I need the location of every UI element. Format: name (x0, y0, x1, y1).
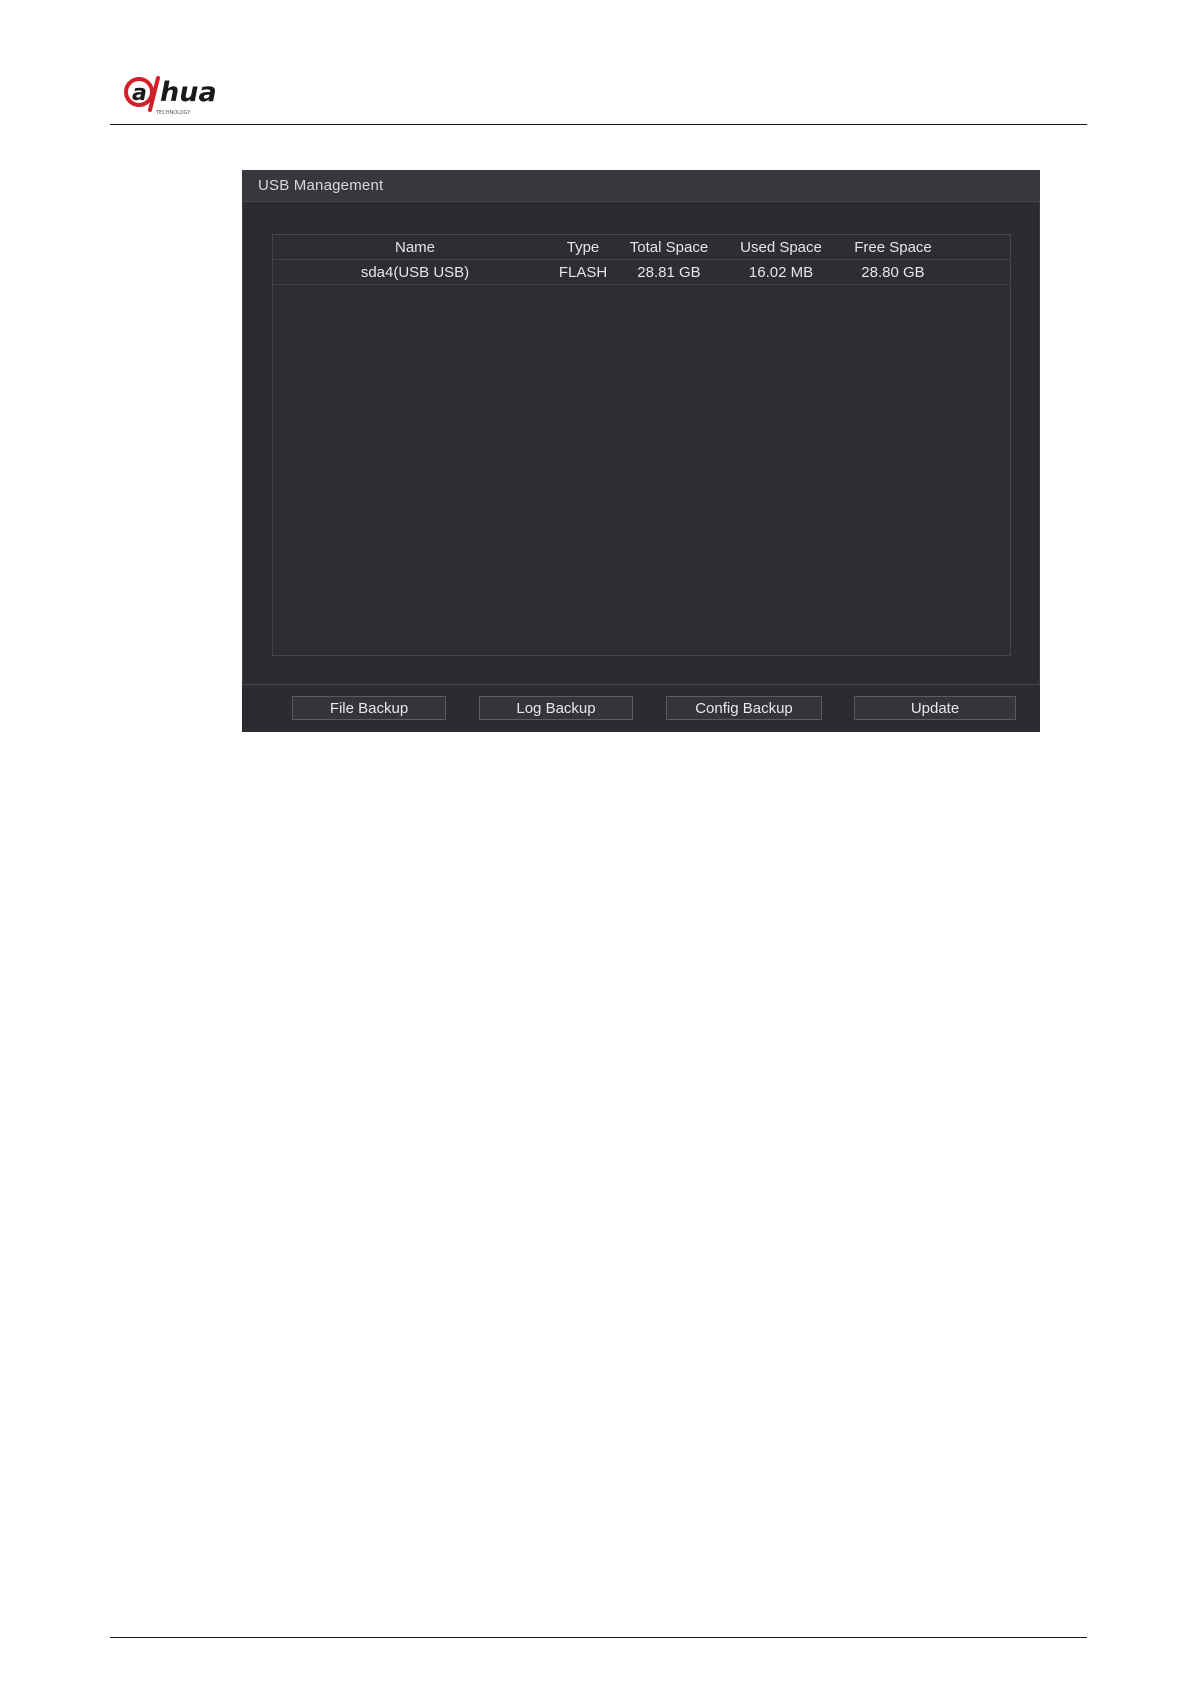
column-header-total-space[interactable]: Total Space (629, 238, 709, 256)
cell-device-type: FLASH (558, 263, 608, 281)
column-header-free-space[interactable]: Free Space (854, 238, 932, 256)
cell-used-space: 16.02 MB (748, 263, 814, 281)
cell-total-space: 28.81 GB (637, 263, 701, 281)
file-backup-button[interactable]: File Backup (292, 696, 446, 720)
column-header-used-space[interactable]: Used Space (740, 238, 822, 256)
update-button[interactable]: Update (854, 696, 1016, 720)
header-rule (110, 124, 1087, 125)
column-header-name[interactable]: Name (394, 238, 435, 256)
table-row[interactable] (273, 260, 1010, 285)
usb-device-table (272, 234, 1011, 656)
dahua-logo (122, 70, 254, 118)
svg-text:hua: hua (160, 77, 217, 108)
svg-text:a: a (132, 81, 147, 106)
config-backup-button[interactable]: Config Backup (666, 696, 822, 720)
column-header-spacer (953, 235, 1010, 260)
window-footer (242, 684, 1040, 732)
svg-text:TECHNOLOGY: TECHNOLOGY (156, 110, 191, 116)
cell-device-name: sda4(USB USB) (360, 263, 470, 281)
logo-mark (126, 78, 158, 110)
window-titlebar (242, 170, 1040, 202)
footer-rule (110, 1637, 1087, 1638)
usb-management-window (242, 170, 1040, 732)
cell-spacer (953, 260, 1010, 285)
table-header-row (273, 235, 1010, 260)
column-header-type[interactable]: Type (566, 238, 600, 256)
window-title: USB Management (258, 177, 384, 194)
cell-free-space: 28.80 GB (861, 263, 925, 281)
log-backup-button[interactable]: Log Backup (479, 696, 633, 720)
